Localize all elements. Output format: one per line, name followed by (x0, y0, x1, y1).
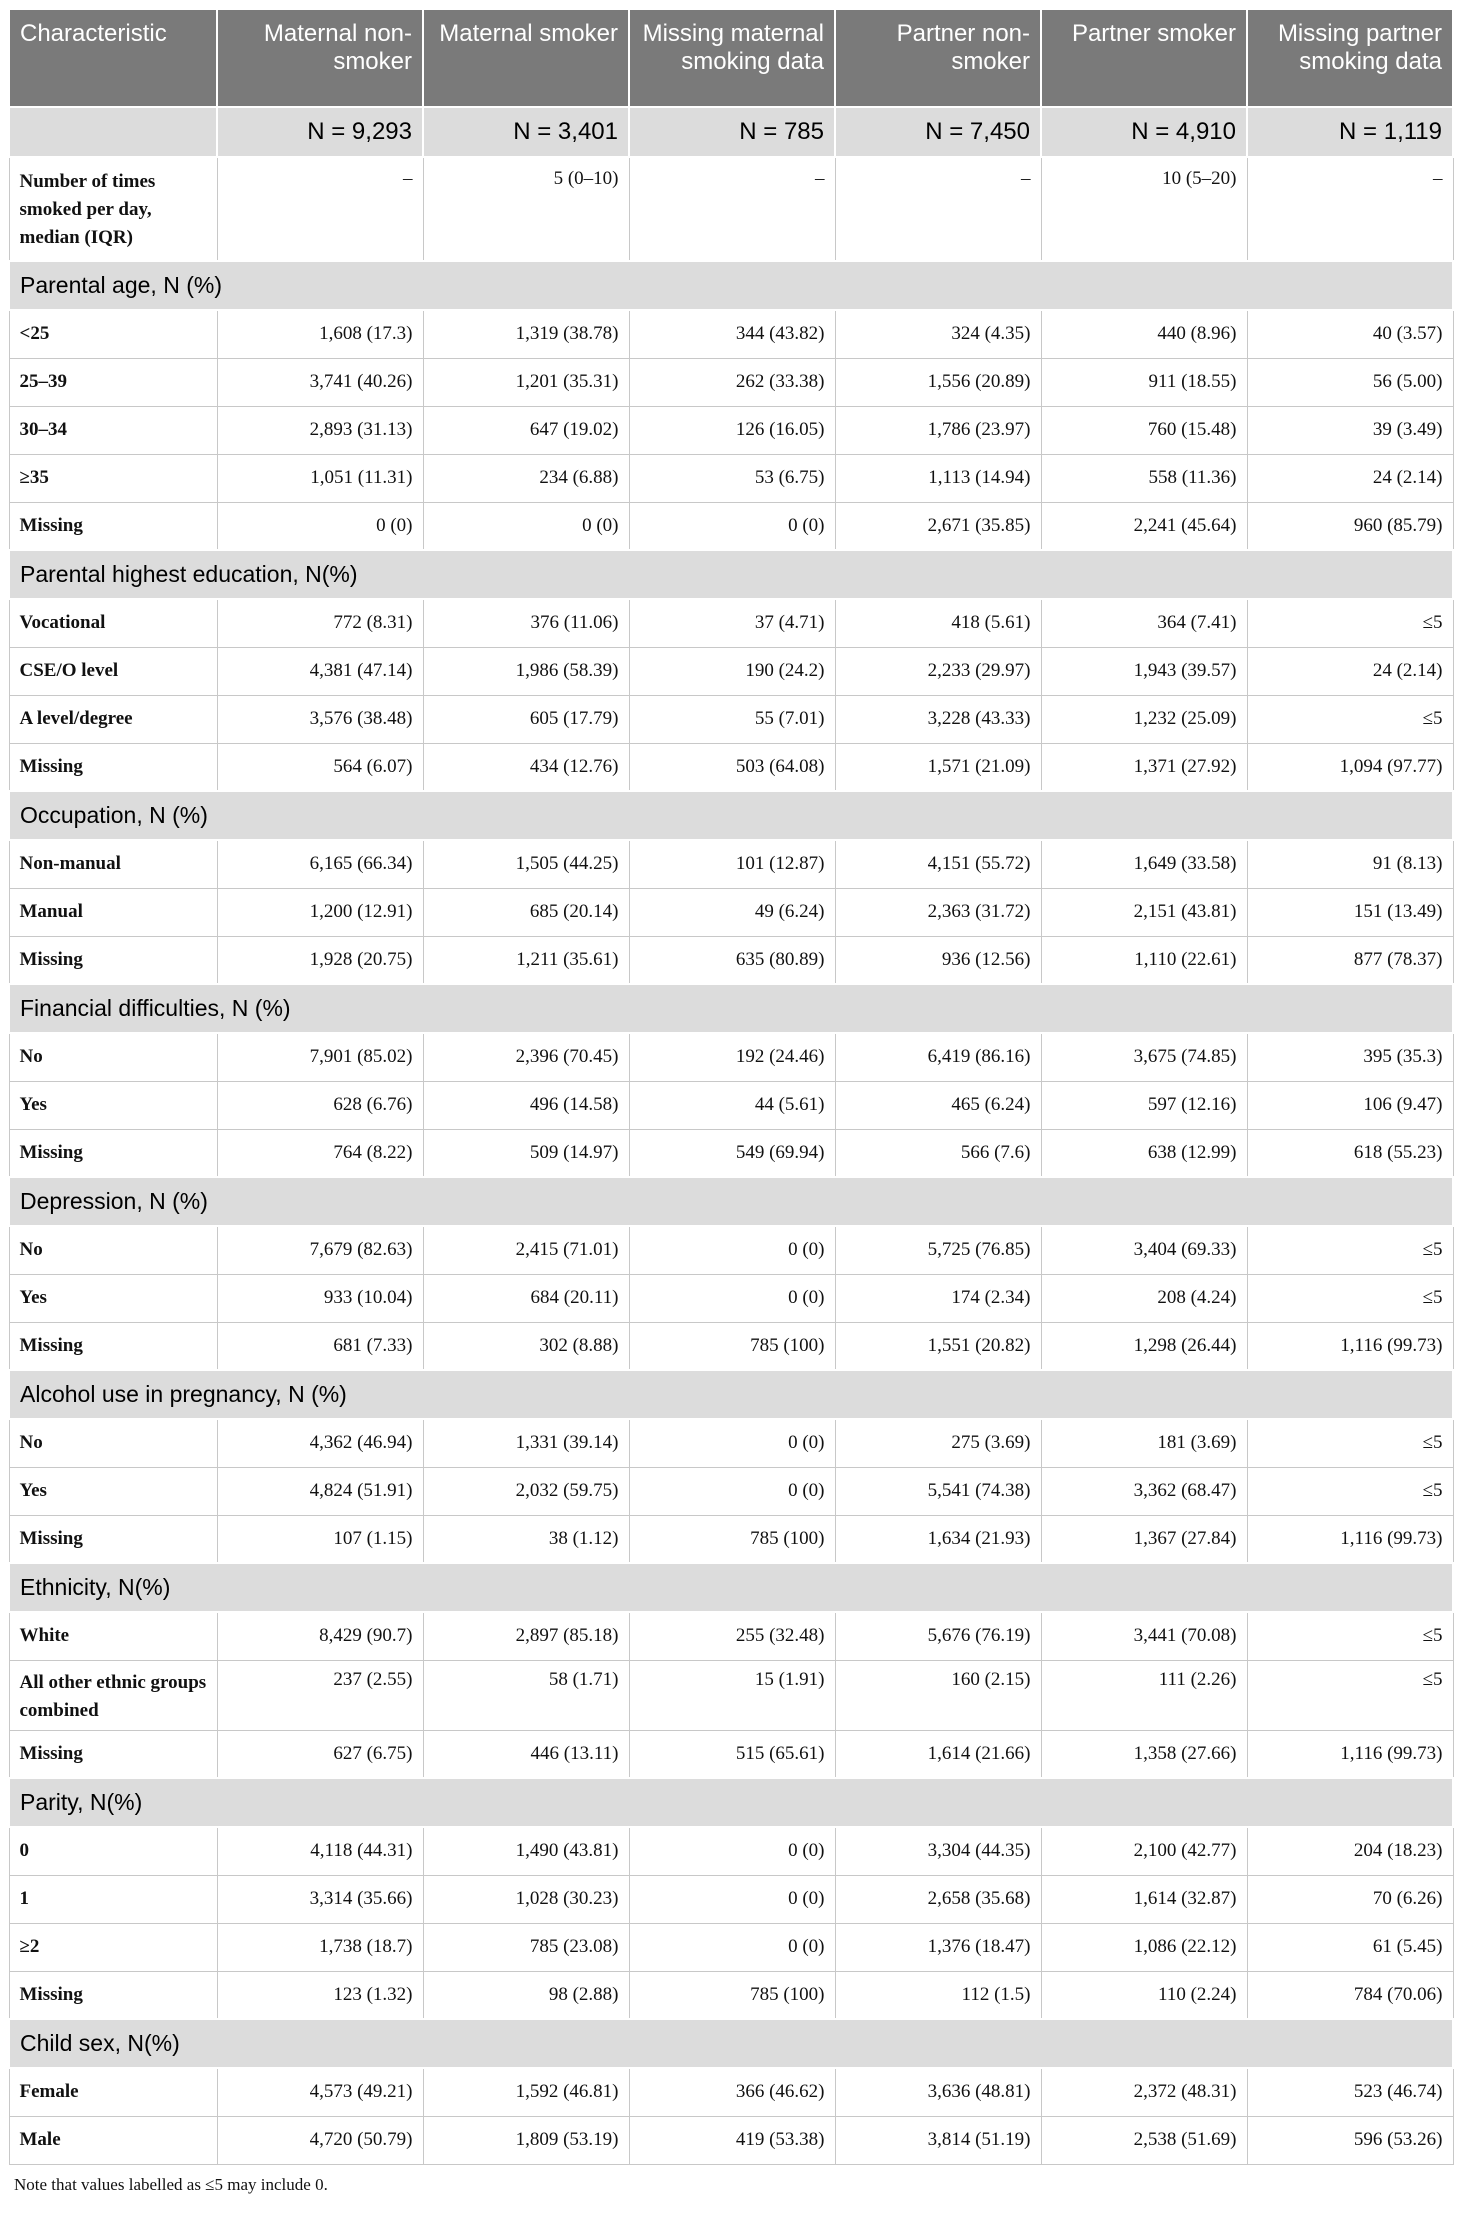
table-cell: 4,573 (49.21) (217, 2068, 423, 2116)
row-label: Yes (9, 1081, 217, 1129)
table-cell: 1,367 (27.84) (1041, 1515, 1247, 1563)
table-cell: 98 (2.88) (423, 1971, 629, 2019)
table-cell: 1,201 (35.31) (423, 358, 629, 406)
table-cell: ≤5 (1247, 1274, 1453, 1322)
table-row (9, 1419, 1453, 1467)
table-row (9, 888, 1453, 936)
section-header-row (9, 261, 1453, 310)
table-cell: – (835, 157, 1041, 261)
n-cell: N = 3,401 (423, 107, 629, 157)
table-cell: 1,331 (39.14) (423, 1419, 629, 1467)
row-label: Male (9, 2116, 217, 2164)
table-cell: 2,538 (51.69) (1041, 2116, 1247, 2164)
table-cell: 192 (24.46) (629, 1033, 835, 1081)
table-cell: 0 (0) (629, 1467, 835, 1515)
table-row (9, 1660, 1453, 1730)
table-cell: 3,814 (51.19) (835, 2116, 1041, 2164)
table-cell: – (1247, 157, 1453, 261)
table-cell: 785 (100) (629, 1971, 835, 2019)
table-cell: 911 (18.55) (1041, 358, 1247, 406)
section-header-row (9, 1778, 1453, 1827)
table-cell: 3,636 (48.81) (835, 2068, 1041, 2116)
table-cell: 1,232 (25.09) (1041, 695, 1247, 743)
table-cell: 1,614 (32.87) (1041, 1875, 1247, 1923)
row-label: White (9, 1612, 217, 1660)
table-cell: 605 (17.79) (423, 695, 629, 743)
table-cell: 638 (12.99) (1041, 1129, 1247, 1177)
table-cell: 10 (5–20) (1041, 157, 1247, 261)
row-label: Yes (9, 1274, 217, 1322)
table-cell: 15 (1.91) (629, 1660, 835, 1730)
table-cell: 5,725 (76.85) (835, 1226, 1041, 1274)
row-label: Missing (9, 1322, 217, 1370)
n-cell: N = 9,293 (217, 107, 423, 157)
table-cell: 4,362 (46.94) (217, 1419, 423, 1467)
table-cell: 628 (6.76) (217, 1081, 423, 1129)
table-cell: 344 (43.82) (629, 310, 835, 358)
table-cell: 106 (9.47) (1247, 1081, 1453, 1129)
table-cell: ≤5 (1247, 599, 1453, 647)
table-cell: 566 (7.6) (835, 1129, 1041, 1177)
smoked-per-day-row (9, 157, 1453, 261)
n-cell (9, 107, 217, 157)
table-cell: ≤5 (1247, 1419, 1453, 1467)
header-row (9, 9, 1453, 107)
table-cell: 549 (69.94) (629, 1129, 835, 1177)
row-label: All other ethnic groups combined (9, 1660, 217, 1730)
table-cell: 61 (5.45) (1247, 1923, 1453, 1971)
table-row (9, 454, 1453, 502)
table-row (9, 599, 1453, 647)
row-label: ≥2 (9, 1923, 217, 1971)
table-cell: 262 (33.38) (629, 358, 835, 406)
table-cell: 465 (6.24) (835, 1081, 1041, 1129)
table-cell: 419 (53.38) (629, 2116, 835, 2164)
table-cell: 1,738 (18.7) (217, 1923, 423, 1971)
row-label: No (9, 1226, 217, 1274)
table-cell: ≤5 (1247, 1226, 1453, 1274)
table-cell: ≤5 (1247, 1660, 1453, 1730)
table-cell: 1,358 (27.66) (1041, 1730, 1247, 1778)
table-cell: 1,086 (22.12) (1041, 1923, 1247, 1971)
table-cell: 2,658 (35.68) (835, 1875, 1041, 1923)
header-characteristic: Characteristic (9, 9, 217, 107)
table-cell: 647 (19.02) (423, 406, 629, 454)
table-cell: 772 (8.31) (217, 599, 423, 647)
section-title: Depression, N (%) (9, 1177, 1453, 1226)
section-title: Ethnicity, N(%) (9, 1563, 1453, 1612)
table-row (9, 1730, 1453, 1778)
table-cell: 24 (2.14) (1247, 454, 1453, 502)
section-header-row (9, 1563, 1453, 1612)
section-title: Child sex, N(%) (9, 2019, 1453, 2068)
table-cell: 151 (13.49) (1247, 888, 1453, 936)
table-cell: 764 (8.22) (217, 1129, 423, 1177)
table-cell: 302 (8.88) (423, 1322, 629, 1370)
table-cell: 418 (5.61) (835, 599, 1041, 647)
table-cell: 111 (2.26) (1041, 1660, 1247, 1730)
table-cell: 0 (0) (217, 502, 423, 550)
table-cell: 960 (85.79) (1247, 502, 1453, 550)
table-cell: 4,824 (51.91) (217, 1467, 423, 1515)
table-cell: 597 (12.16) (1041, 1081, 1247, 1129)
table-cell: 126 (16.05) (629, 406, 835, 454)
table-row (9, 1971, 1453, 2019)
table-cell: 3,576 (38.48) (217, 695, 423, 743)
section-header-row (9, 550, 1453, 599)
header-partner-non-smoker: Partner non-smoker (835, 9, 1041, 107)
table-row (9, 936, 1453, 984)
section-title: Alcohol use in pregnancy, N (%) (9, 1370, 1453, 1419)
table-cell: 1,319 (38.78) (423, 310, 629, 358)
table-cell: 2,100 (42.77) (1041, 1827, 1247, 1875)
table-cell: 440 (8.96) (1041, 310, 1247, 358)
table-cell: 1,094 (97.77) (1247, 743, 1453, 791)
table-row (9, 647, 1453, 695)
table-cell: 49 (6.24) (629, 888, 835, 936)
table-row (9, 1515, 1453, 1563)
table-cell: 6,165 (66.34) (217, 840, 423, 888)
row-label: No (9, 1033, 217, 1081)
row-label: Missing (9, 1129, 217, 1177)
table-cell: 0 (0) (629, 1226, 835, 1274)
table-cell: 5,676 (76.19) (835, 1612, 1041, 1660)
section-title: Financial difficulties, N (%) (9, 984, 1453, 1033)
table-cell: 2,151 (43.81) (1041, 888, 1247, 936)
table-cell: 4,381 (47.14) (217, 647, 423, 695)
table-cell: 1,634 (21.93) (835, 1515, 1041, 1563)
row-label: 1 (9, 1875, 217, 1923)
table-cell: 1,505 (44.25) (423, 840, 629, 888)
table-row (9, 1923, 1453, 1971)
table-cell: 6,419 (86.16) (835, 1033, 1041, 1081)
table-cell: 496 (14.58) (423, 1081, 629, 1129)
table-cell: 3,314 (35.66) (217, 1875, 423, 1923)
table-cell: 0 (0) (629, 1274, 835, 1322)
table-cell: 0 (0) (423, 502, 629, 550)
table-cell: 0 (0) (629, 1419, 835, 1467)
table-cell: 3,362 (68.47) (1041, 1467, 1247, 1515)
n-row (9, 107, 1453, 157)
table-cell: 107 (1.15) (217, 1515, 423, 1563)
table-cell: 2,372 (48.31) (1041, 2068, 1247, 2116)
table-cell: ≤5 (1247, 695, 1453, 743)
table-row (9, 1875, 1453, 1923)
row-label: Missing (9, 502, 217, 550)
header-missing-maternal: Missing maternal smoking data (629, 9, 835, 107)
table-cell: 7,901 (85.02) (217, 1033, 423, 1081)
n-cell: N = 785 (629, 107, 835, 157)
table-row (9, 1081, 1453, 1129)
row-label: Manual (9, 888, 217, 936)
table-row (9, 1226, 1453, 1274)
table-cell: 1,556 (20.89) (835, 358, 1041, 406)
row-label: CSE/O level (9, 647, 217, 695)
table-cell: 515 (65.61) (629, 1730, 835, 1778)
table-cell: 56 (5.00) (1247, 358, 1453, 406)
table-cell: 446 (13.11) (423, 1730, 629, 1778)
table-cell: 376 (11.06) (423, 599, 629, 647)
row-label: Non-manual (9, 840, 217, 888)
header-missing-partner: Missing partner smoking data (1247, 9, 1453, 107)
row-label: Missing (9, 1971, 217, 2019)
section-header-row (9, 2019, 1453, 2068)
table-cell: – (217, 157, 423, 261)
table-cell: 1,211 (35.61) (423, 936, 629, 984)
table-cell: 395 (35.3) (1247, 1033, 1453, 1081)
table-cell: 785 (23.08) (423, 1923, 629, 1971)
section-title: Parental highest education, N(%) (9, 550, 1453, 599)
table-cell: 4,118 (44.31) (217, 1827, 423, 1875)
row-label: A level/degree (9, 695, 217, 743)
table-cell: 366 (46.62) (629, 2068, 835, 2116)
row-label: Female (9, 2068, 217, 2116)
table-cell: 784 (70.06) (1247, 1971, 1453, 2019)
table-cell: 2,233 (29.97) (835, 647, 1041, 695)
table-cell: 3,441 (70.08) (1041, 1612, 1247, 1660)
table-cell: 7,679 (82.63) (217, 1226, 423, 1274)
table-row (9, 502, 1453, 550)
table-row (9, 1612, 1453, 1660)
n-cell: N = 4,910 (1041, 107, 1247, 157)
section-title: Occupation, N (%) (9, 791, 1453, 840)
table-row (9, 1467, 1453, 1515)
table-cell: 933 (10.04) (217, 1274, 423, 1322)
characteristics-table (8, 8, 1454, 2165)
row-label: 25–39 (9, 358, 217, 406)
table-cell: 627 (6.75) (217, 1730, 423, 1778)
table-body (9, 107, 1453, 2164)
table-row (9, 358, 1453, 406)
table-cell: 1,649 (33.58) (1041, 840, 1247, 888)
table-row (9, 406, 1453, 454)
table-cell: 3,741 (40.26) (217, 358, 423, 406)
table-cell: 53 (6.75) (629, 454, 835, 502)
table-cell: 2,363 (31.72) (835, 888, 1041, 936)
table-cell: 3,228 (43.33) (835, 695, 1041, 743)
table-cell: 1,298 (26.44) (1041, 1322, 1247, 1370)
table-cell: 936 (12.56) (835, 936, 1041, 984)
table-cell: 1,376 (18.47) (835, 1923, 1041, 1971)
table-cell: 1,592 (46.81) (423, 2068, 629, 2116)
section-header-row (9, 1177, 1453, 1226)
n-cell: N = 7,450 (835, 107, 1041, 157)
table-cell: 2,415 (71.01) (423, 1226, 629, 1274)
table-container (8, 8, 1452, 2195)
table-cell: 4,151 (55.72) (835, 840, 1041, 888)
table-cell: 37 (4.71) (629, 599, 835, 647)
table-cell: 0 (0) (629, 1827, 835, 1875)
table-cell: 2,893 (31.13) (217, 406, 423, 454)
table-cell: 364 (7.41) (1041, 599, 1247, 647)
row-label: ≥35 (9, 454, 217, 502)
table-cell: 681 (7.33) (217, 1322, 423, 1370)
table-cell: 523 (46.74) (1247, 2068, 1453, 2116)
table-cell: 174 (2.34) (835, 1274, 1041, 1322)
table-cell: 5 (0–10) (423, 157, 629, 261)
section-title: Parental age, N (%) (9, 261, 1453, 310)
table-footnote: Note that values labelled as ≤5 may include 0. (14, 2174, 328, 2194)
table-cell: 1,614 (21.66) (835, 1730, 1041, 1778)
section-header-row (9, 984, 1453, 1033)
table-cell: 1,116 (99.73) (1247, 1515, 1453, 1563)
row-label: <25 (9, 310, 217, 358)
table-cell: 3,404 (69.33) (1041, 1226, 1247, 1274)
table-row (9, 1033, 1453, 1081)
table-cell: 3,675 (74.85) (1041, 1033, 1247, 1081)
table-row (9, 1274, 1453, 1322)
table-cell: 2,241 (45.64) (1041, 502, 1247, 550)
table-cell: 204 (18.23) (1247, 1827, 1453, 1875)
table-cell: 684 (20.11) (423, 1274, 629, 1322)
table-cell: 0 (0) (629, 1875, 835, 1923)
table-cell: 564 (6.07) (217, 743, 423, 791)
table-cell: 8,429 (90.7) (217, 1612, 423, 1660)
section-title: Parity, N(%) (9, 1778, 1453, 1827)
table-cell: 760 (15.48) (1041, 406, 1247, 454)
table-cell: ≤5 (1247, 1612, 1453, 1660)
table-cell: 0 (0) (629, 1923, 835, 1971)
table-row (9, 1322, 1453, 1370)
table-cell: 1,113 (14.94) (835, 454, 1041, 502)
section-header-row (9, 1370, 1453, 1419)
table-cell: 1,551 (20.82) (835, 1322, 1041, 1370)
table-cell: 5,541 (74.38) (835, 1467, 1041, 1515)
row-label: Number of times smoked per day, median (IQR) (9, 157, 217, 261)
table-cell: 1,608 (17.3) (217, 310, 423, 358)
table-cell: 44 (5.61) (629, 1081, 835, 1129)
table-cell: 237 (2.55) (217, 1660, 423, 1730)
table-cell: ≤5 (1247, 1467, 1453, 1515)
table-cell: 1,028 (30.23) (423, 1875, 629, 1923)
table-row (9, 2068, 1453, 2116)
header-maternal-smoker: Maternal smoker (423, 9, 629, 107)
table-cell: 434 (12.76) (423, 743, 629, 791)
table-row (9, 695, 1453, 743)
table-cell: 208 (4.24) (1041, 1274, 1247, 1322)
row-label: Missing (9, 743, 217, 791)
header-partner-smoker: Partner smoker (1041, 9, 1247, 107)
table-cell: 2,671 (35.85) (835, 502, 1041, 550)
table-cell: 1,786 (23.97) (835, 406, 1041, 454)
table-cell: 38 (1.12) (423, 1515, 629, 1563)
table-cell: 685 (20.14) (423, 888, 629, 936)
table-cell: 24 (2.14) (1247, 647, 1453, 695)
table-cell: 1,986 (58.39) (423, 647, 629, 695)
row-label: 30–34 (9, 406, 217, 454)
table-cell: 618 (55.23) (1247, 1129, 1453, 1177)
table-cell: 190 (24.2) (629, 647, 835, 695)
table-cell: 1,943 (39.57) (1041, 647, 1247, 695)
table-cell: 2,032 (59.75) (423, 1467, 629, 1515)
table-cell: 1,051 (11.31) (217, 454, 423, 502)
table-cell: 558 (11.36) (1041, 454, 1247, 502)
table-row (9, 840, 1453, 888)
table-cell: 181 (3.69) (1041, 1419, 1247, 1467)
table-cell: 275 (3.69) (835, 1419, 1041, 1467)
table-cell: – (629, 157, 835, 261)
table-cell: 234 (6.88) (423, 454, 629, 502)
table-cell: 39 (3.49) (1247, 406, 1453, 454)
table-cell: 1,928 (20.75) (217, 936, 423, 984)
row-label: 0 (9, 1827, 217, 1875)
header-maternal-non-smoker: Maternal non-smoker (217, 9, 423, 107)
table-cell: 324 (4.35) (835, 310, 1041, 358)
row-label: No (9, 1419, 217, 1467)
section-header-row (9, 791, 1453, 840)
table-cell: 596 (53.26) (1247, 2116, 1453, 2164)
table-cell: 785 (100) (629, 1322, 835, 1370)
table-cell: 1,809 (53.19) (423, 2116, 629, 2164)
table-row (9, 1129, 1453, 1177)
n-cell: N = 1,119 (1247, 107, 1453, 157)
table-cell: 1,371 (27.92) (1041, 743, 1247, 791)
row-label: Missing (9, 1730, 217, 1778)
table-cell: 55 (7.01) (629, 695, 835, 743)
table-cell: 1,110 (22.61) (1041, 936, 1247, 984)
table-cell: 1,116 (99.73) (1247, 1322, 1453, 1370)
table-cell: 509 (14.97) (423, 1129, 629, 1177)
table-row (9, 743, 1453, 791)
table-cell: 112 (1.5) (835, 1971, 1041, 2019)
table-cell: 0 (0) (629, 502, 835, 550)
row-label: Yes (9, 1467, 217, 1515)
table-cell: 40 (3.57) (1247, 310, 1453, 358)
table-cell: 3,304 (44.35) (835, 1827, 1041, 1875)
table-cell: 877 (78.37) (1247, 936, 1453, 984)
table-cell: 101 (12.87) (629, 840, 835, 888)
table-row (9, 1827, 1453, 1875)
table-cell: 2,897 (85.18) (423, 1612, 629, 1660)
table-cell: 1,490 (43.81) (423, 1827, 629, 1875)
table-cell: 4,720 (50.79) (217, 2116, 423, 2164)
table-cell: 785 (100) (629, 1515, 835, 1563)
table-cell: 635 (80.89) (629, 936, 835, 984)
row-label: Vocational (9, 599, 217, 647)
row-label: Missing (9, 936, 217, 984)
table-cell: 2,396 (70.45) (423, 1033, 629, 1081)
table-cell: 91 (8.13) (1247, 840, 1453, 888)
table-cell: 70 (6.26) (1247, 1875, 1453, 1923)
table-cell: 123 (1.32) (217, 1971, 423, 2019)
row-label: Missing (9, 1515, 217, 1563)
table-cell: 1,200 (12.91) (217, 888, 423, 936)
table-cell: 1,571 (21.09) (835, 743, 1041, 791)
table-cell: 503 (64.08) (629, 743, 835, 791)
table-row (9, 310, 1453, 358)
table-cell: 160 (2.15) (835, 1660, 1041, 1730)
table-cell: 110 (2.24) (1041, 1971, 1247, 2019)
table-cell: 255 (32.48) (629, 1612, 835, 1660)
table-cell: 1,116 (99.73) (1247, 1730, 1453, 1778)
table-cell: 58 (1.71) (423, 1660, 629, 1730)
table-row (9, 2116, 1453, 2164)
